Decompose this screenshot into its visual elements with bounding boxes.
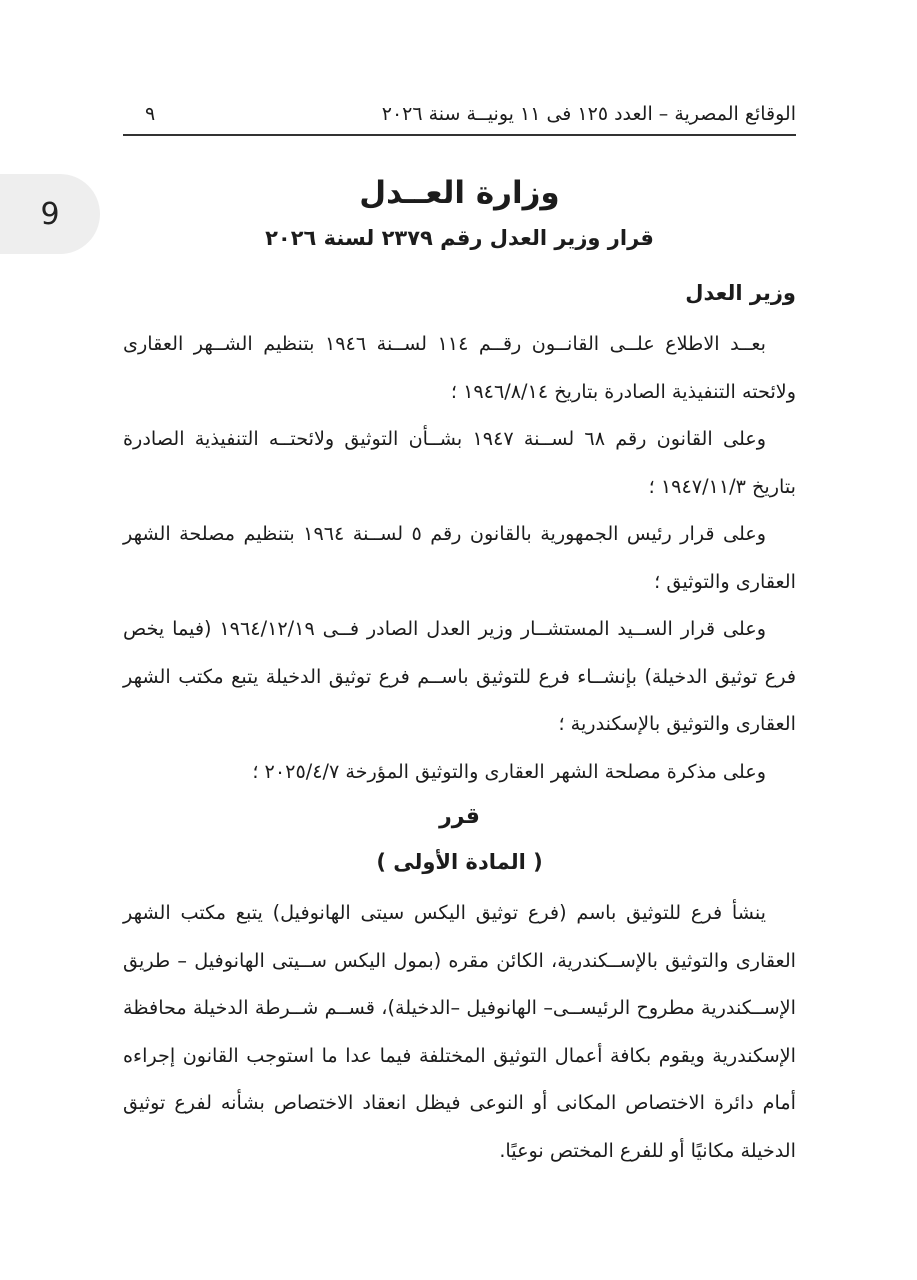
document-body	[123, 160, 796, 1174]
running-title: الوقائع المصرية – العدد ١٢٥ فى ١١ يونيــة سنة ٢٠٢٦	[381, 103, 796, 125]
preamble-paragraph: وعلى القانون رقم ٦٨ لســنة ١٩٤٧ بشــأن التوثيق ولائحتــه التنفيذية الصادرة بتاريخ ١٩٤٧/١١/٣ ؛	[123, 427, 796, 498]
preamble-paragraph: وعلى قرار الســيد المستشــار وزير العدل الصادر فــى ١٩٦٤/١٢/١٩ (فيما يخص فرع توثيق الدخيلة) بإنشــاء فرع للتوثيق باســم فرع توثيق الدخيلة يتبع مكتب الشهر العقارى والتوثيق بالإسكندرية ؛	[123, 617, 796, 735]
page-tab-number: 9	[40, 196, 60, 232]
minister-heading: وزير العدل	[685, 281, 796, 305]
page-number-tab	[0, 174, 100, 254]
preamble-paragraph: وعلى مذكرة مصلحة الشهر العقارى والتوثيق المؤرخة ٢٠٢٥/٤/٧ ؛	[252, 759, 766, 783]
decided-heading: قرر	[439, 804, 480, 829]
article-paragraph: ينشأ فرع للتوثيق باسم (فرع توثيق اليكس سيتى الهانوفيل) يتبع مكتب الشهر العقارى والتوثيق بالإســكندرية، الكائن مقره (بمول اليكس ســيتى الهانوفيل – طريق الإســكندرية مطروح الرئيســى– الهانوفيل –الدخيلة)، قســم شــرطة الدخيلة محافظة الإسكندرية ويقوم بكافة أعمال التوثيق المختلفة فيما عدا ما استوجب القانون إجراءه أمام دائرة الاختصاص المكانى أو النوعى فيظل انعقاد الاختصاص بشأنه لفرع توثيق الدخيلة مكانيًا أو للفرع المختص نوعيًا.	[123, 901, 796, 1162]
preamble-paragraph: وعلى قرار رئيس الجمهورية بالقانون رقم ٥ لســنة ١٩٦٤ بتنظيم مصلحة الشهر العقارى والتوثيق ؛	[123, 522, 796, 593]
article-heading: ( المادة الأولى )	[376, 850, 543, 874]
decree-title: قرار وزير العدل رقم ٢٣٧٩ لسنة ٢٠٢٦	[265, 226, 654, 250]
running-header	[123, 94, 796, 136]
header-page-number: ٩	[145, 103, 156, 125]
ministry-title: وزارة العــدل	[359, 175, 560, 211]
preamble-paragraph: بعــد الاطلاع علــى القانــون رقــم ١١٤ لســنة ١٩٤٦ بتنظيم الشــهر العقارى ولائحته التنفيذية الصادرة بتاريخ ١٩٤٦/٨/١٤ ؛	[123, 332, 796, 403]
